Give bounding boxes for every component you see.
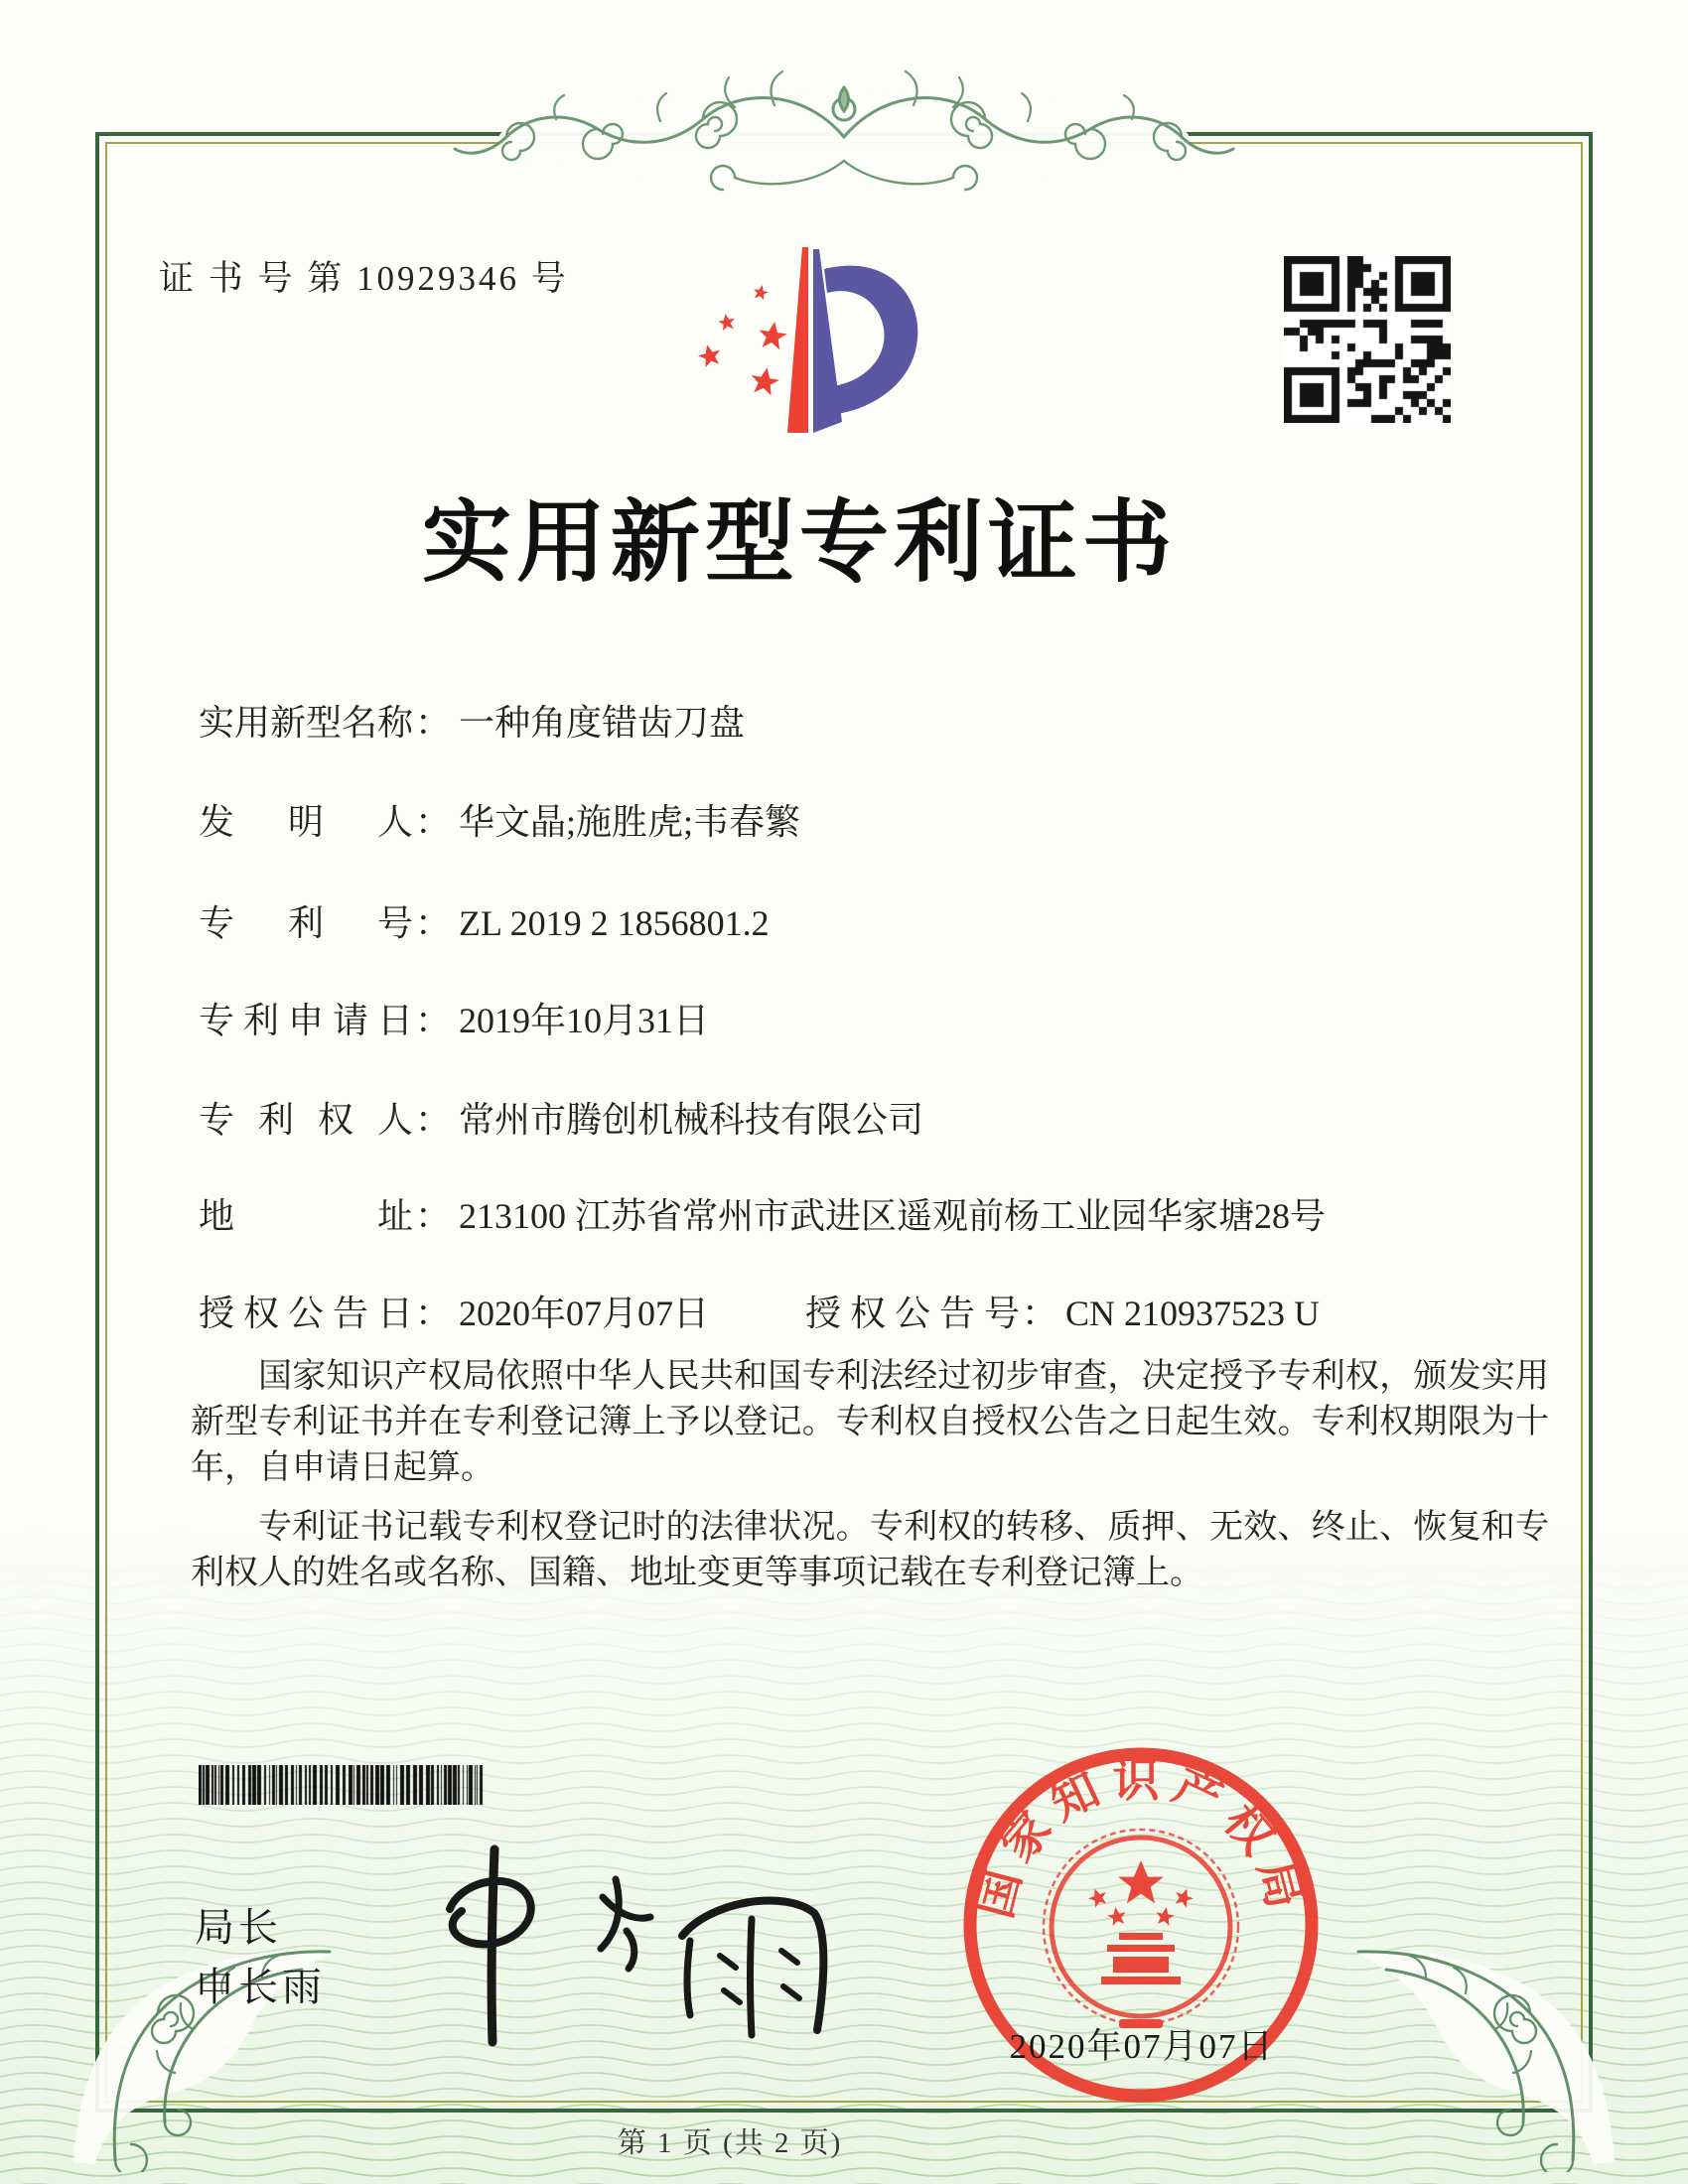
field-value: 常州市腾创机械科技有限公司	[459, 1100, 924, 1140]
legal-paragraph-2: 专利证书记载专利权登记时的法律状况。专利权的转移、质押、无效、终止、恢复和专利权人的姓名或名称、国籍、地址变更等事项记载在专利登记簿上。	[191, 1509, 1549, 1591]
field-row-patent-number: 专利号： ZL 2019 2 1856801.2	[199, 901, 770, 946]
field-label: 授权公告日	[199, 1294, 413, 1333]
field-value: CN 210937523 U	[1065, 1294, 1321, 1333]
field-label: 地址	[199, 1196, 413, 1236]
field-value: 华文晶;施胜虎;韦春繁	[459, 802, 801, 842]
certificate-title: 实用新型专利证书	[422, 494, 1177, 593]
field-label: 专利权人	[199, 1100, 413, 1140]
qr-code	[1284, 256, 1451, 423]
top-border-ornament	[437, 50, 1251, 204]
legal-body-text	[191, 1354, 1549, 1596]
legal-paragraph-1: 国家知识产权局依照中华人民共和国专利法经过初步审查，决定授予专利权，颁发实用新型专利证书并在专利登记簿上予以登记。专利权自授权公告之日起生效。专利权期限为十年，自申请日起算。	[191, 1358, 1549, 1486]
field-row-filing-date: 专利申请日： 2019年10月31日	[199, 999, 709, 1043]
field-label: 发明人	[199, 802, 413, 842]
svg-text:国家知识产权局: 国家知识产权局	[969, 1755, 1313, 1924]
certificate-number: 证 书 号 第 10929346 号	[159, 259, 569, 298]
cnipa-logo	[685, 241, 933, 440]
field-label: 专利号	[199, 903, 413, 943]
field-label: 专利申请日	[199, 1001, 413, 1040]
field-value: 一种角度错齿刀盘	[459, 703, 746, 743]
field-row-utility-name: 实用新型名称： 一种角度错齿刀盘	[199, 701, 745, 746]
signature-shen-changyu	[392, 1832, 839, 2060]
signatory-role: 局长	[195, 1905, 282, 1950]
field-row-address: 地址： 213100 江苏省常州市武进区遥观前杨工业园华家塘28号	[199, 1194, 1326, 1239]
field-value: 2019年10月31日	[459, 1001, 710, 1040]
field-value: 213100 江苏省常州市武进区遥观前杨工业园华家塘28号	[459, 1196, 1327, 1236]
bottom-right-ornament	[1346, 1934, 1624, 2172]
seal-date: 2020年07月07日	[1009, 2027, 1275, 2066]
field-value: 2020年07月07日	[459, 1294, 710, 1333]
field-row-patentee: 专利权人： 常州市腾创机械科技有限公司	[199, 1098, 923, 1143]
field-label: 授权公告号	[805, 1294, 1020, 1333]
field-row-grant-date: 授权公告日： 2020年07月07日 授权公告号： CN 210937523 U	[199, 1292, 709, 1336]
field-grant-number: 授权公告号： CN 210937523 U	[805, 1292, 1320, 1336]
field-label: 实用新型名称	[199, 703, 414, 743]
signatory-name: 申长雨	[195, 1965, 326, 2009]
field-row-inventors: 发明人： 华文晶;施胜虎;韦春繁	[199, 800, 800, 845]
field-value: ZL 2019 2 1856801.2	[459, 903, 770, 943]
page-footer: 第 1 页 (共 2 页)	[617, 2127, 843, 2159]
barcode	[199, 1765, 485, 1805]
